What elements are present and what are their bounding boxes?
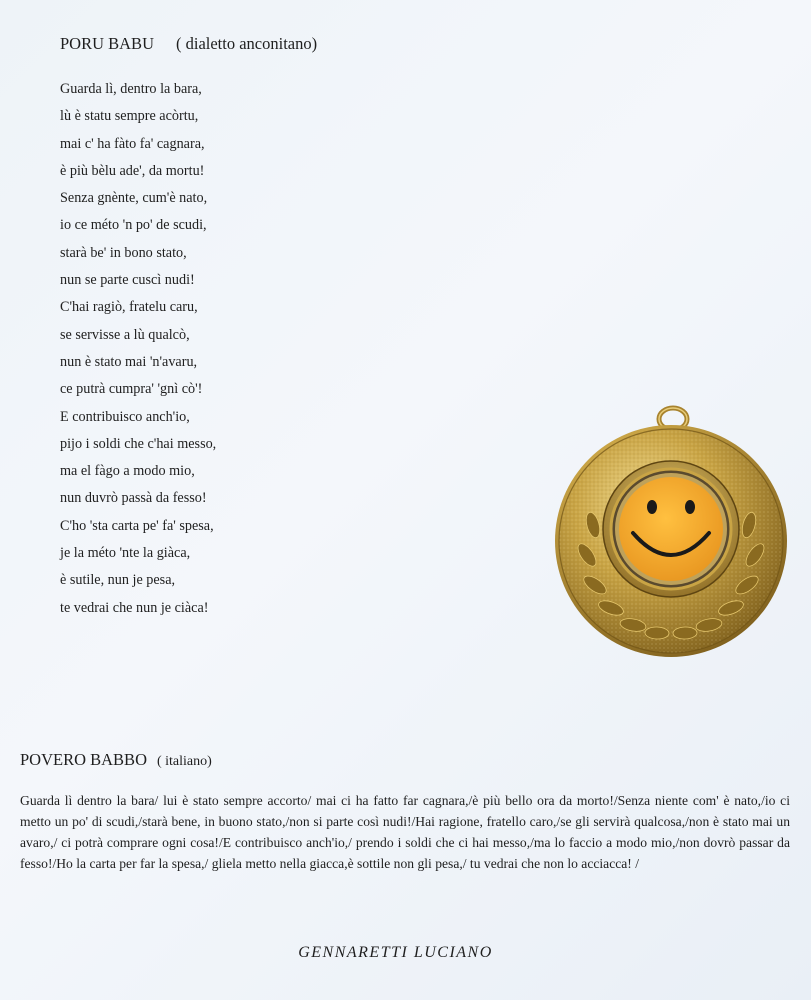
poem-line: nun duvrò passà da fesso! <box>60 490 207 507</box>
poem-line: starà be' in bono stato, <box>60 244 187 261</box>
dialect-poem-title: PORU BABU <box>60 34 154 53</box>
smiley-left-eye <box>647 500 657 514</box>
smiley-right-eye <box>685 500 695 514</box>
dialect-language-label: ( dialetto anconitano) <box>175 34 318 53</box>
italian-translation-text: Guarda lì dentro la bara/ lui è stato sempre accorto/ mai ci ha fatto far cagnara,/è più bello ora da morto!/Senza niente com' è nato,/io ci metto un po' di scudi,/starà bene, in buono stato,/non si parte così nudi!/Hai ragione, fratello caro,/se gli servirà qualcosa,/non è stato mai un avaro,/ ci potrà comprare ogni cosa!/E contribuisco anch'io,/ prendo i soldi che ci hai messo,/ma lo faccio a modo mio,/non dovrò passar da fesso!/Ho la carta per far la spesa,/ gliela metto nella giacca,è sottile non gli pesa,/ tu vedrai che non lo acciacca! / <box>20 793 790 871</box>
italian-poem-title: POVERO BABBO <box>20 750 147 769</box>
poem-line: E contribuisco anch'io, <box>60 408 190 425</box>
poem-line: è più bèlu ade', da mortu! <box>60 162 205 179</box>
poem-line: Guarda lì, dentro la bara, <box>60 81 202 97</box>
smiley-medal-icon <box>553 405 789 661</box>
poem-line: Senza gnènte, cum'è nato, <box>60 190 208 207</box>
author-signature: GENNARETTI LUCIANO <box>298 944 493 961</box>
italian-poem-heading <box>20 750 212 770</box>
poem-line: nun se parte cuscì nudi! <box>60 272 195 289</box>
poem-line: ce putrà cumpra' 'gnì cò'! <box>60 381 203 398</box>
poem-line: pijo i soldi che c'hai messo, <box>60 435 217 452</box>
poem-line: C'hai ragiò, fratelu caru, <box>60 299 198 316</box>
dialect-poem-verses <box>60 76 216 622</box>
poem-line: lù è statu sempre acòrtu, <box>60 108 199 125</box>
poem-line: se servisse a lù qualcò, <box>60 326 190 343</box>
italian-language-label: ( italiano) <box>156 754 212 769</box>
poem-line: je la méto 'nte la giàca, <box>60 545 191 562</box>
poem-line: C'ho 'sta carta pe' fa' spesa, <box>60 517 214 534</box>
poem-line: io ce méto 'n po' de scudi, <box>60 217 207 234</box>
poem-line: è sutile, nun je pesa, <box>60 572 176 589</box>
smiley-face <box>619 477 723 581</box>
poem-line: ma el fàgo a modo mio, <box>60 463 195 480</box>
poem-line: te vedrai che nun je ciàca! <box>60 599 209 616</box>
poem-line: mai c' ha fàto fa' cagnara, <box>60 135 205 152</box>
poem-line: nun è stato mai 'n'avaru, <box>60 353 198 370</box>
dialect-poem-heading <box>60 34 317 54</box>
